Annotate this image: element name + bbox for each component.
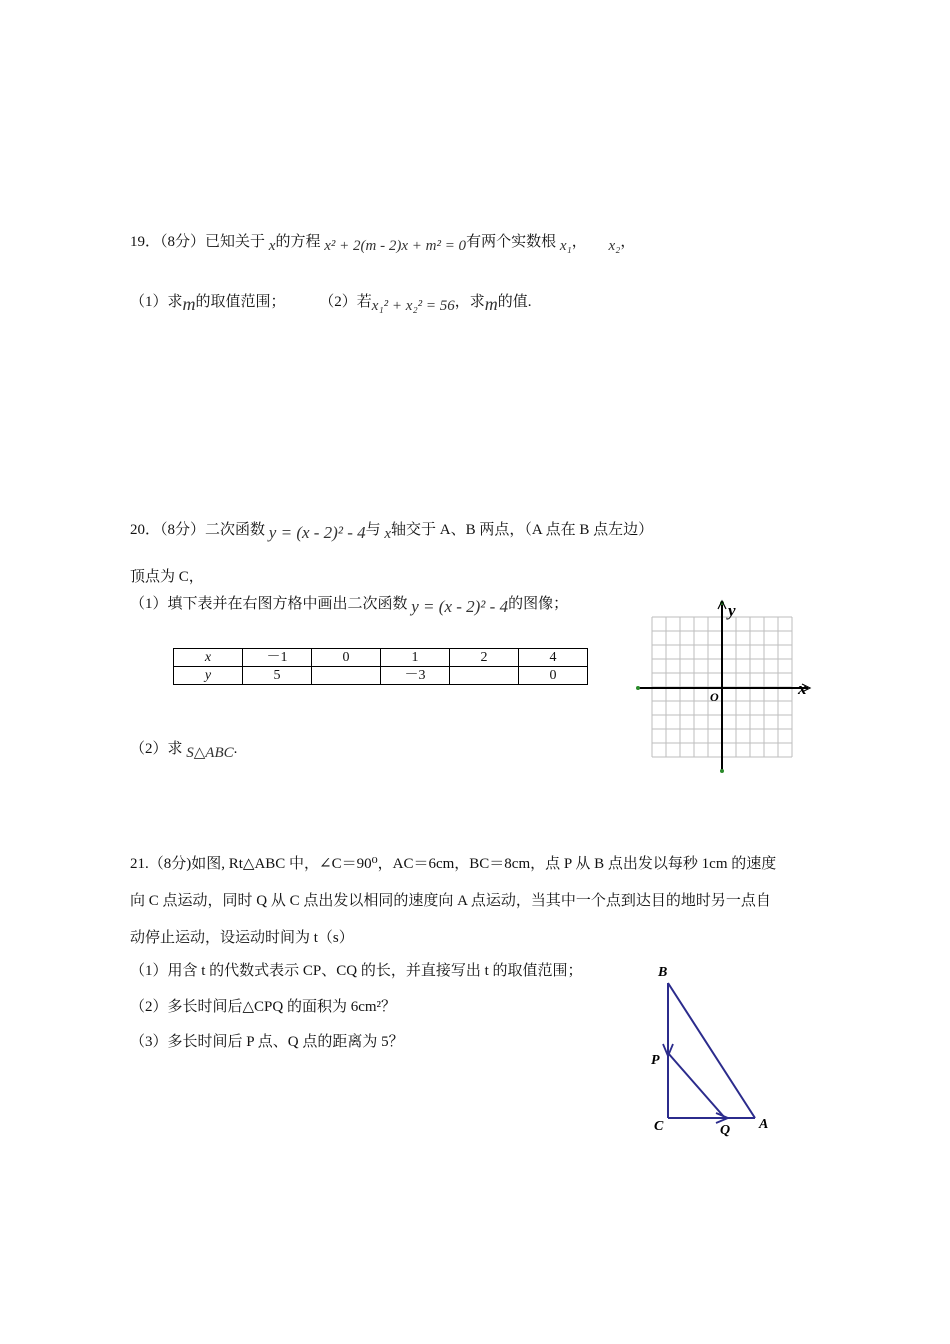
var-x: x — [268, 238, 276, 254]
label-p: P — [651, 1053, 660, 1068]
q20-line1: 20．（8分）二次函数 y = (x - 2)² - 4与 x轴交于 A、B 两点，（A 点在 B 点左边） — [130, 522, 654, 542]
q19-line1: 19．（8分）已知关于 x的方程 x² + 2(m - 2)x + m² = 0有两个实数根 x₁， x₂， — [130, 234, 636, 254]
q19-equation: x² + 2(m - 2)x + m² = 0 — [324, 238, 467, 254]
q21-part1: （1）用含 t 的代数式表示 CP、CQ 的长，并直接写出 t 的取值范围； — [130, 963, 583, 979]
q21-part3: （3）多长时间后 P 点、Q 点的距离为 5？ — [130, 1034, 404, 1050]
q20-part1: （1）填下表并在右图方格中画出二次函数 y = (x - 2)² - 4的图像； — [130, 596, 569, 616]
q19-number: 19． — [130, 234, 161, 250]
table-blank-cell[interactable] — [450, 667, 519, 685]
table-blank-cell[interactable] — [312, 667, 381, 685]
axis-end-dot — [720, 769, 724, 773]
root-x1: x₁ — [559, 238, 572, 254]
q21-part2: （2）多长时间后△CPQ 的面积为 6cm²？ — [130, 999, 397, 1015]
table-row: y 5 －3 0 — [174, 667, 588, 685]
q21-line1: 21.（8分)如图, Rt△ABC 中，∠C＝90⁰，AC＝6cm，BC＝8cm，点 P 从 B 点出发以每秒 1cm 的速度 — [130, 856, 777, 872]
label-a: A — [759, 1117, 769, 1132]
root-x2: x₂ — [608, 238, 621, 254]
x-axis-label: x — [798, 679, 807, 698]
label-c: C — [654, 1119, 664, 1134]
coordinate-grid[interactable] — [630, 595, 815, 780]
triangle-figure — [640, 958, 780, 1143]
table-row: x －1 0 1 2 4 — [174, 649, 588, 667]
area-abc: S△ABC — [186, 745, 234, 761]
q19-sum-squares: x₁² + x₂² = 56 — [371, 298, 455, 314]
value-table — [173, 648, 588, 685]
axis-end-dot — [636, 686, 640, 690]
origin-label: O — [710, 690, 719, 704]
q20-function: y = (x - 2)² - 4 — [268, 523, 366, 542]
label-b: B — [658, 965, 668, 980]
q20-part2: （2）求 S△ABC. — [130, 741, 238, 761]
side-ab — [668, 983, 755, 1118]
q19-parts: （1）求m的取值范围； （2）若x₁² + x₂² = 56，求m的值. — [130, 294, 532, 314]
q20-vertex: 顶点为 C， — [130, 569, 204, 585]
q21-line3: 动停止运动，设运动时间为 t（s） — [130, 930, 354, 946]
q21-line2: 向 C 点运动，同时 Q 从 C 点出发以相同的速度向 A 点运动，当其中一个点到达目的地时另一点自 — [130, 893, 771, 909]
segment-pq — [668, 1053, 725, 1118]
label-q: Q — [720, 1123, 731, 1138]
y-axis-label: y — [728, 601, 736, 620]
